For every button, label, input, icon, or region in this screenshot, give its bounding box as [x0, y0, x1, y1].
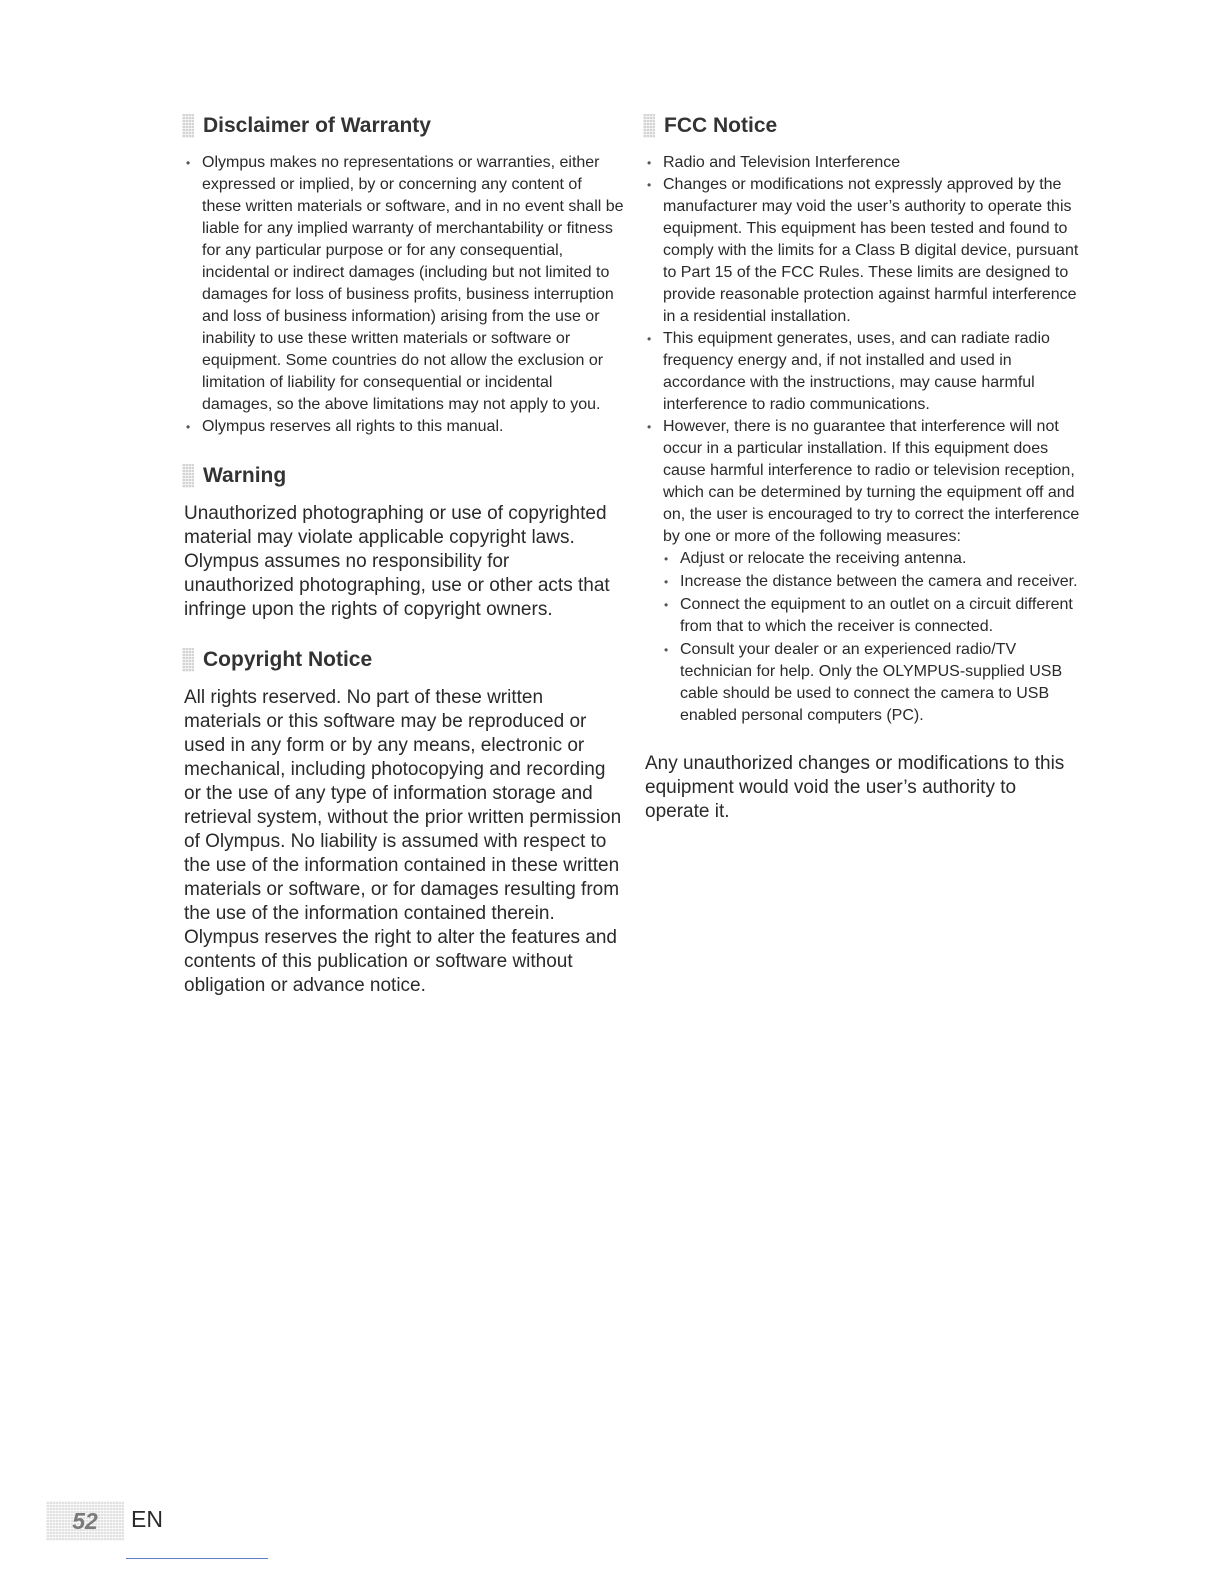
heading-marker-icon	[182, 648, 194, 672]
copyright-title: Copyright Notice	[203, 648, 373, 671]
list-item-text: However, there is no guarantee that interference will not occur in a particular installation. If this equipment does cause harmful interference to radio or television reception, which can be determined by turning the equipment off and on, the user is encouraged to try to correct the interference by one or more of the following measures:	[663, 418, 1080, 545]
list-item	[645, 416, 1085, 727]
left-column	[184, 112, 624, 998]
fcc-closing-text: Any unauthorized changes or modifications to this equipment would void the user’s authority to operate it.	[645, 753, 1065, 822]
warning-text: Unauthorized photographing or use of copyrighted material may violate applicable copyright laws. Olympus assumes no responsibility for unauthorized photographing, use or other acts that infringe upon the rights of copyright owners.	[184, 503, 610, 620]
copyright-section	[184, 646, 624, 998]
sub-list-item: • Increase the distance between the camera and receiver.	[663, 571, 1085, 593]
fcc-title: FCC Notice	[664, 114, 778, 137]
list-item: • Radio and Television Interference	[645, 152, 1085, 174]
fcc-heading	[643, 112, 1085, 140]
warning-section	[184, 462, 624, 622]
copyright-heading	[182, 646, 624, 674]
footer-divider	[126, 1558, 268, 1559]
disclaimer-list	[184, 152, 624, 438]
page-number: 52	[72, 1507, 98, 1534]
heading-marker-icon	[182, 464, 194, 488]
disclaimer-heading	[182, 112, 624, 140]
sub-list-item: • Consult your dealer or an experienced radio/TV technician for help. Only the OLYMPUS-supplied USB cable should be used to connect the camera to USB enabled personal computers (PC).	[663, 639, 1085, 727]
fcc-measures-list	[663, 548, 1085, 727]
fcc-section	[645, 112, 1085, 824]
heading-marker-icon	[182, 114, 194, 138]
list-item: • Changes or modifications not expressly approved by the manufacturer may void the user’s authority to operate this equipment. This equipment has been tested and found to comply with the limits for a Class B digital device, pursuant to Part 15 of the FCC Rules. These limits are designed to provide reasonable protection against harmful interference in a residential installation.	[645, 174, 1085, 328]
list-item: • Olympus makes no representations or warranties, either expressed or implied, by or concerning any content of these written materials or software, and in no event shall be liable for any implied warranty of merchantability or fitness for any particular purpose or for any consequential, incidental or indirect damages (including but not limited to damages for loss of business profits, business interruption and loss of business information) arising from the use or inability to use these written materials or software or equipment. Some countries do not allow the exclusion or limitation of liability for consequential or incidental damages, so the above limitations may not apply to you.	[184, 152, 624, 416]
warning-heading	[182, 462, 624, 490]
copyright-text: All rights reserved. No part of these written materials or this software may be reproduced or used in any form or by any means, electronic or mechanical, including photocopying and recording or the use of any type of information storage and retrieval system, without the prior written permission of Olympus. No liability is assumed with respect to the use of the information contained in these written materials or software, or for damages resulting from the use of the information contained therein. Olympus reserves the right to alter the features and contents of this publication or software without obligation or advance notice.	[184, 687, 622, 996]
language-code: EN	[131, 1506, 163, 1532]
page-number-badge	[46, 1501, 124, 1541]
warning-title: Warning	[203, 464, 287, 487]
heading-marker-icon	[643, 114, 655, 138]
sub-list-item: • Connect the equipment to an outlet on a circuit different from that to which the receiver is connected.	[663, 594, 1085, 638]
fcc-list	[645, 152, 1085, 727]
list-item: • Olympus reserves all rights to this manual.	[184, 416, 624, 438]
sub-list-item: • Adjust or relocate the receiving antenna.	[663, 548, 1085, 570]
right-column	[645, 112, 1085, 824]
disclaimer-section	[184, 112, 624, 438]
disclaimer-title: Disclaimer of Warranty	[203, 114, 431, 137]
list-item: • This equipment generates, uses, and can radiate radio frequency energy and, if not installed and used in accordance with the instructions, may cause harmful interference to radio communications.	[645, 328, 1085, 416]
